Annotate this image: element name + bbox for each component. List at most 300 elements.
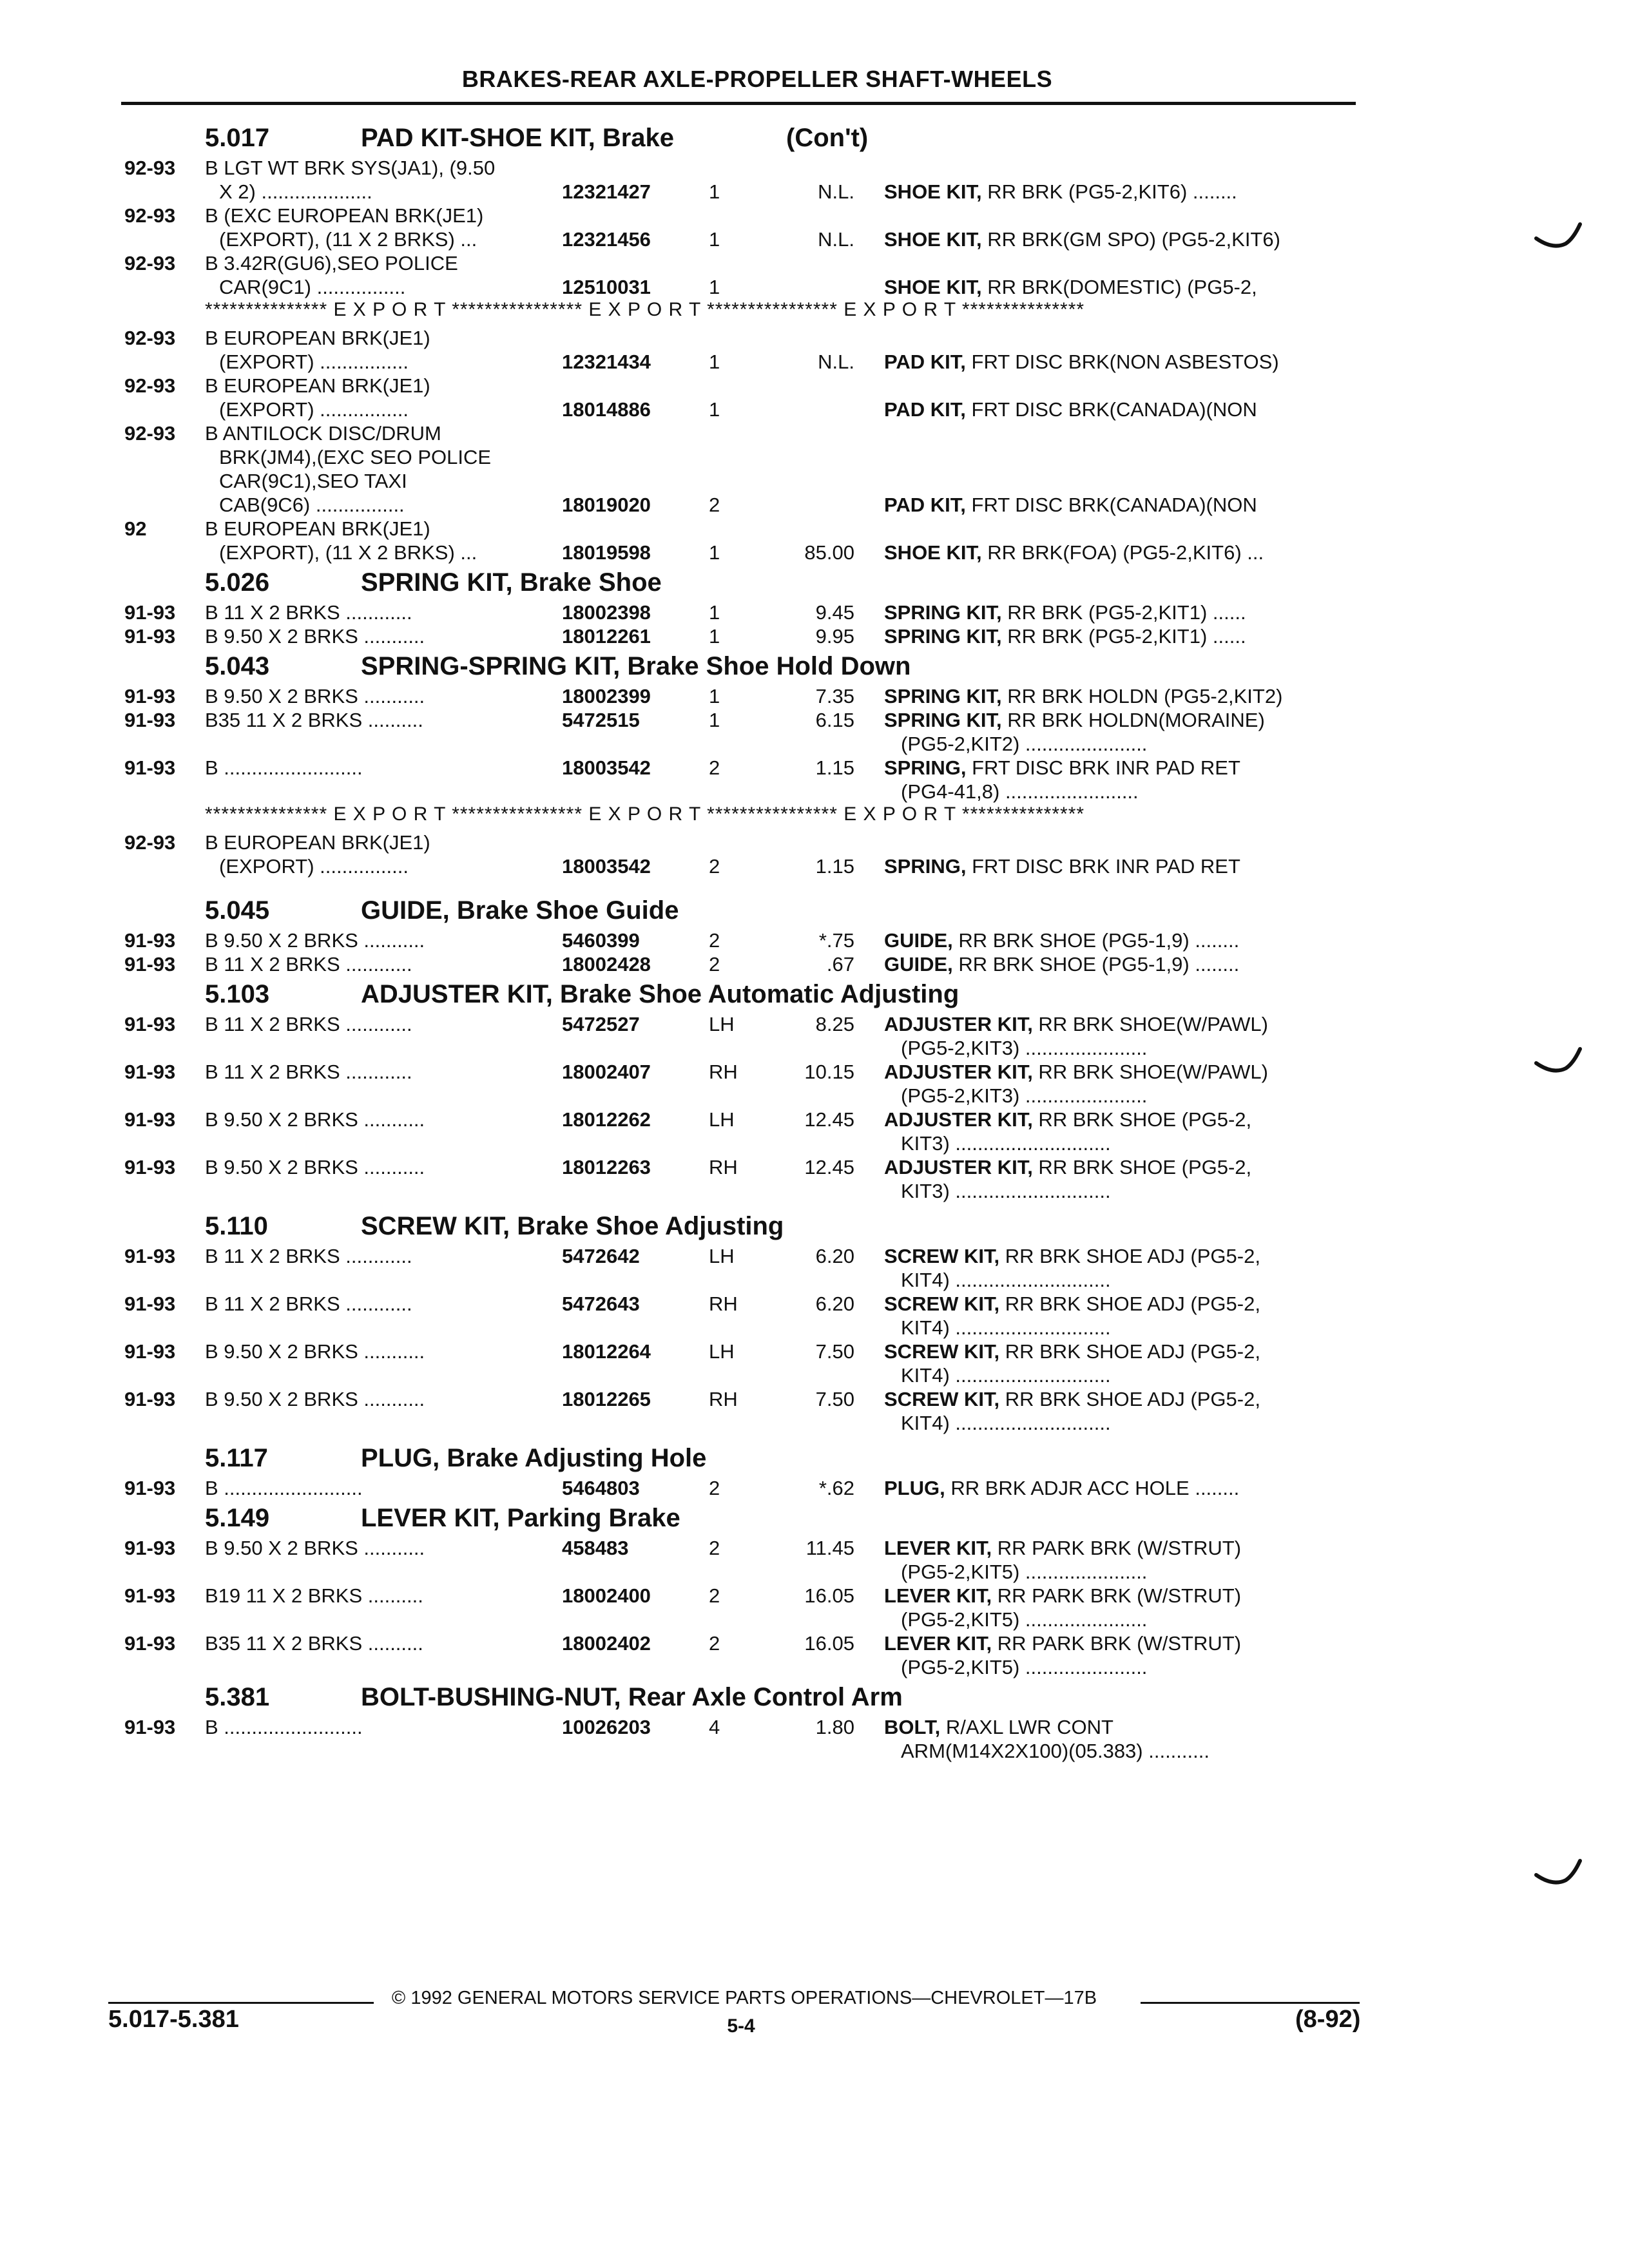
section-heading (0, 648, 1629, 684)
entry-line (0, 1739, 1629, 1763)
description-keyword: SHOE KIT, (884, 180, 982, 203)
part-description (884, 1012, 1348, 1036)
part-description (884, 1268, 1365, 1292)
part-number: 18002402 (562, 1632, 651, 1655)
quantity: 1 (709, 351, 720, 373)
description-text: (PG4-41,8) ........................ (901, 780, 1139, 803)
part-entry (0, 1012, 1629, 1060)
description-text: KIT3) ............................ (901, 1132, 1111, 1155)
price: 1.80 (815, 1716, 854, 1738)
part-description (884, 1631, 1348, 1655)
section-name: GUIDE, Brake Shoe Guide (361, 896, 679, 925)
description-text: RR BRK HOLDN (PG5-2,KIT2) (1001, 685, 1283, 707)
price: .67 (826, 953, 854, 975)
entry-line (0, 1012, 1629, 1036)
description-keyword: PAD KIT, (884, 494, 966, 516)
application-text: B EUROPEAN BRK(JE1) (205, 517, 430, 540)
model-years: 92-93 (124, 831, 176, 854)
description-text: RR BRK SHOE (PG5-2, (1032, 1156, 1252, 1178)
entry-line (0, 1387, 1629, 1411)
part-entry (0, 517, 1629, 564)
entry-line (0, 1584, 1629, 1608)
part-number: 18019598 (562, 541, 651, 564)
description-keyword: SHOE KIT, (884, 228, 982, 251)
entry-line (0, 1036, 1629, 1060)
description-text: RR BRK(GM SPO) (PG5-2,KIT6) (981, 228, 1280, 251)
part-description (884, 1131, 1365, 1155)
price: 11.45 (805, 1537, 854, 1559)
price: 85.00 (804, 541, 854, 564)
model-years: 91-93 (124, 1632, 176, 1655)
spacer (0, 878, 1629, 892)
section-name: PAD KIT-SHOE KIT, Brake (361, 124, 675, 152)
entry-line (0, 601, 1629, 624)
model-years: 91-93 (124, 625, 176, 648)
price: *.62 (818, 1477, 854, 1499)
part-description (884, 350, 1348, 374)
description-text: KIT4) ............................ (901, 1269, 1111, 1291)
entry-line (0, 541, 1629, 564)
quantity: RH (709, 1156, 738, 1178)
model-years: 92-93 (124, 157, 176, 179)
part-entry (0, 326, 1629, 374)
quantity: 2 (709, 1537, 720, 1559)
section-number: 5.043 (205, 652, 270, 680)
entry-line (0, 1108, 1629, 1131)
part-description (884, 732, 1365, 756)
application-text: B EUROPEAN BRK(JE1) (205, 327, 430, 349)
part-entry (0, 708, 1629, 756)
part-entry (0, 421, 1629, 517)
price: 12.45 (804, 1108, 854, 1131)
part-entry (0, 1155, 1629, 1203)
part-description (884, 1584, 1348, 1608)
part-number: 18012264 (562, 1340, 651, 1363)
quantity: LH (709, 1340, 735, 1363)
description-text: RR BRK (PG5-2,KIT1) ...... (1001, 625, 1246, 648)
entry-line (0, 732, 1629, 756)
model-years: 91-93 (124, 601, 176, 624)
part-number: 18002407 (562, 1061, 651, 1083)
price: *.75 (818, 929, 854, 952)
application-text: B19 11 X 2 BRKS .......... (205, 1584, 423, 1607)
application-text: B EUROPEAN BRK(JE1) (205, 831, 430, 854)
price: N.L. (818, 351, 854, 373)
part-description (884, 1292, 1348, 1316)
quantity: 2 (709, 1584, 720, 1607)
part-description (884, 1387, 1348, 1411)
part-description (884, 1739, 1365, 1763)
section-number: 5.026 (205, 568, 270, 597)
quantity: 1 (709, 625, 720, 648)
model-years: 91-93 (124, 685, 176, 707)
part-description (884, 1084, 1365, 1108)
application-text: CAB(9C6) ................ (219, 494, 405, 516)
entry-line (0, 1131, 1629, 1155)
description-text: RR PARK BRK (W/STRUT) (992, 1632, 1242, 1655)
description-text: FRT DISC BRK INR PAD RET (966, 756, 1240, 779)
part-number: 12321456 (562, 228, 651, 251)
application-text: CAR(9C1) ................ (219, 276, 406, 298)
part-entry (0, 156, 1629, 204)
description-text: RR BRK(FOA) (PG5-2,KIT6) ... (981, 541, 1264, 564)
part-entry (0, 1060, 1629, 1108)
quantity: 2 (709, 929, 720, 952)
description-keyword: PLUG, (884, 1477, 945, 1499)
description-text: (PG5-2,KIT3) ...................... (901, 1084, 1148, 1107)
entry-line (0, 469, 1629, 493)
application-text: B 9.50 X 2 BRKS ........... (205, 1108, 425, 1131)
description-keyword: LEVER KIT, (884, 1632, 992, 1655)
part-description (884, 1715, 1348, 1739)
part-entry (0, 204, 1629, 251)
description-text: ARM(M14X2X100)(05.383) ........... (901, 1740, 1210, 1762)
part-number: 12321434 (562, 351, 651, 373)
part-number: 18012262 (562, 1108, 651, 1131)
application-text: B 9.50 X 2 BRKS ........... (205, 1156, 425, 1178)
application-text: B 9.50 X 2 BRKS ........... (205, 1340, 425, 1363)
part-description (884, 756, 1348, 780)
entry-line (0, 275, 1629, 299)
part-number: 18012265 (562, 1388, 651, 1410)
model-years: 91-93 (124, 1584, 176, 1607)
part-entry (0, 624, 1629, 648)
description-text: RR BRK SHOE (PG5-1,9) ........ (952, 929, 1240, 952)
part-entry (0, 928, 1629, 952)
application-text: (EXPORT), (11 X 2 BRKS) ... (219, 541, 477, 564)
entry-line (0, 756, 1629, 780)
part-description (884, 624, 1348, 648)
entry-line (0, 350, 1629, 374)
entry-line (0, 1268, 1629, 1292)
entry-line (0, 493, 1629, 517)
entry-line (0, 517, 1629, 541)
part-description (884, 180, 1348, 204)
quantity: 4 (709, 1716, 720, 1738)
application-text: B 9.50 X 2 BRKS ........... (205, 929, 425, 952)
quantity: 1 (709, 180, 720, 203)
price: 12.45 (804, 1156, 854, 1178)
spacer (0, 1203, 1629, 1208)
description-keyword: SCREW KIT, (884, 1388, 1000, 1410)
section-number: 5.381 (205, 1683, 270, 1711)
section-name: PLUG, Brake Adjusting Hole (361, 1444, 707, 1472)
description-text: RR PARK BRK (W/STRUT) (992, 1537, 1242, 1559)
entry-line (0, 1536, 1629, 1560)
quantity: 2 (709, 1477, 720, 1499)
application-text: B 9.50 X 2 BRKS ........... (205, 1388, 425, 1410)
description-keyword: SPRING KIT, (884, 709, 1002, 731)
part-entry (0, 1340, 1629, 1387)
part-description (884, 1316, 1365, 1340)
section-heading (0, 976, 1629, 1012)
model-years: 91-93 (124, 756, 176, 779)
description-text: FRT DISC BRK(NON ASBESTOS) (965, 351, 1279, 373)
application-text: B 11 X 2 BRKS ............ (205, 953, 412, 975)
part-number: 5472515 (562, 709, 640, 731)
section-number: 5.149 (205, 1504, 270, 1532)
price: 10.15 (804, 1061, 854, 1083)
part-number: 18002399 (562, 685, 651, 707)
model-years: 91-93 (124, 1061, 176, 1083)
part-description (884, 493, 1348, 517)
description-keyword: SCREW KIT, (884, 1293, 1000, 1315)
part-description (884, 1476, 1348, 1500)
entry-line (0, 1340, 1629, 1363)
section-heading (0, 1208, 1629, 1244)
description-text: RR BRK(DOMESTIC) (PG5-2, (981, 276, 1257, 298)
part-entry (0, 1715, 1629, 1763)
price: 6.20 (815, 1293, 854, 1315)
check-mark-icon (1534, 1044, 1585, 1082)
section-continued: (Con't) (786, 124, 869, 152)
part-number: 5464803 (562, 1477, 640, 1499)
quantity: 1 (709, 601, 720, 624)
section-name: SPRING-SPRING KIT, Brake Shoe Hold Down (361, 652, 911, 680)
spacer (0, 1435, 1629, 1440)
entry-line (0, 624, 1629, 648)
application-text: B LGT WT BRK SYS(JA1), (9.50 (205, 157, 496, 179)
part-number: 10026203 (562, 1716, 651, 1738)
part-description (884, 1108, 1348, 1131)
description-text: RR BRK SHOE ADJ (PG5-2, (999, 1245, 1260, 1267)
description-keyword: PAD KIT, (884, 398, 966, 421)
footer-copyright: © 1992 GENERAL MOTORS SERVICE PARTS OPERATIONS—CHEVROLET—17B (391, 1988, 1097, 2008)
description-text: RR BRK SHOE ADJ (PG5-2, (999, 1388, 1260, 1410)
entry-line (0, 1179, 1629, 1203)
model-years: 91-93 (124, 1245, 176, 1267)
entry-line (0, 1608, 1629, 1631)
entry-line (0, 1715, 1629, 1739)
part-description (884, 541, 1348, 564)
description-text: RR BRK SHOE(W/PAWL) (1032, 1013, 1268, 1035)
entry-line (0, 952, 1629, 976)
application-text: B 9.50 X 2 BRKS ........... (205, 685, 425, 707)
part-entry (0, 1244, 1629, 1292)
entry-line (0, 1411, 1629, 1435)
application-text: (EXPORT) ................ (219, 855, 409, 878)
parts-listing (0, 120, 1629, 1763)
description-keyword: ADJUSTER KIT, (884, 1156, 1033, 1178)
entry-line (0, 1560, 1629, 1584)
footer-rule-left-long (108, 2002, 366, 2004)
page-header-title: BRAKES-REAR AXLE-PROPELLER SHAFT-WHEELS (461, 66, 1053, 92)
entry-line (0, 1655, 1629, 1679)
part-number: 18002398 (562, 601, 651, 624)
export-divider (0, 803, 1629, 831)
application-text: B 11 X 2 BRKS ............ (205, 1293, 412, 1315)
price: 9.95 (815, 625, 854, 648)
part-number: 18012263 (562, 1156, 651, 1178)
entry-line (0, 1244, 1629, 1268)
part-entry (0, 601, 1629, 624)
model-years: 92-93 (124, 204, 176, 227)
application-text: B 11 X 2 BRKS ............ (205, 1061, 412, 1083)
price: 16.05 (804, 1584, 854, 1607)
description-text: RR BRK (PG5-2,KIT1) ...... (1001, 601, 1246, 624)
price: N.L. (818, 228, 854, 251)
description-text: RR BRK ADJR ACC HOLE ........ (945, 1477, 1240, 1499)
quantity: 2 (709, 494, 720, 516)
application-text: BRK(JM4),(EXC SEO POLICE (219, 446, 492, 468)
part-description (884, 1536, 1348, 1560)
part-entry (0, 1292, 1629, 1340)
model-years: 91-93 (124, 709, 176, 731)
application-text: (EXPORT), (11 X 2 BRKS) ... (219, 228, 477, 251)
application-text: B ANTILOCK DISC/DRUM (205, 422, 441, 445)
section-name: BOLT-BUSHING-NUT, Rear Axle Control Arm (361, 1683, 903, 1711)
description-keyword: PAD KIT, (884, 351, 966, 373)
description-keyword: GUIDE, (884, 953, 953, 975)
description-keyword: ADJUSTER KIT, (884, 1108, 1033, 1131)
quantity: RH (709, 1061, 738, 1083)
part-description (884, 1155, 1348, 1179)
part-description (884, 1179, 1365, 1203)
part-description (884, 708, 1348, 732)
entry-line (0, 708, 1629, 732)
part-entry (0, 1584, 1629, 1631)
description-text: RR BRK SHOE (PG5-1,9) ........ (952, 953, 1240, 975)
model-years: 91-93 (124, 1013, 176, 1035)
part-description (884, 854, 1348, 878)
price: 7.35 (815, 685, 854, 707)
part-number: 5460399 (562, 929, 640, 952)
part-description (884, 1560, 1365, 1584)
entry-line (0, 780, 1629, 803)
quantity: LH (709, 1108, 735, 1131)
part-number: 18003542 (562, 855, 651, 878)
quantity: 2 (709, 953, 720, 975)
model-years: 91-93 (124, 1537, 176, 1559)
model-years: 92-93 (124, 422, 176, 445)
quantity: 1 (709, 685, 720, 707)
model-years: 91-93 (124, 929, 176, 952)
part-description (884, 1060, 1348, 1084)
model-years: 91-93 (124, 1108, 176, 1131)
part-entry (0, 756, 1629, 803)
model-years: 92-93 (124, 374, 176, 397)
entry-line (0, 1060, 1629, 1084)
description-text: FRT DISC BRK INR PAD RET (966, 855, 1240, 878)
description-text: RR BRK SHOE ADJ (PG5-2, (999, 1340, 1260, 1363)
application-text: (EXPORT) ................ (219, 351, 409, 373)
section-name: ADJUSTER KIT, Brake Shoe Automatic Adjusting (361, 980, 959, 1008)
footer-date: (8-92) (1295, 2006, 1361, 2033)
description-text: RR BRK SHOE (PG5-2, (1032, 1108, 1252, 1131)
application-text: B ......................... (205, 1477, 363, 1499)
entry-line (0, 1476, 1629, 1500)
entry-line (0, 251, 1629, 275)
part-description (884, 227, 1348, 251)
price: 9.45 (815, 601, 854, 624)
export-divider (0, 299, 1629, 326)
part-number: 18002400 (562, 1584, 651, 1607)
price: 7.50 (815, 1388, 854, 1410)
description-keyword: SHOE KIT, (884, 276, 982, 298)
section-heading (0, 564, 1629, 601)
quantity: 1 (709, 541, 720, 564)
application-text: B 11 X 2 BRKS ............ (205, 1245, 412, 1267)
price: 6.20 (815, 1245, 854, 1267)
part-entry (0, 1476, 1629, 1500)
section-number: 5.110 (205, 1212, 268, 1240)
section-name: SPRING KIT, Brake Shoe (361, 568, 662, 597)
application-text: B ......................... (205, 756, 363, 779)
description-keyword: BOLT, (884, 1716, 941, 1738)
entry-line (0, 204, 1629, 227)
part-entry (0, 831, 1629, 878)
part-number: 18003542 (562, 756, 651, 779)
entry-line (0, 1363, 1629, 1387)
part-description (884, 275, 1348, 299)
price: N.L. (818, 180, 854, 203)
part-description (884, 398, 1348, 421)
price: 16.05 (804, 1632, 854, 1655)
entry-line (0, 1292, 1629, 1316)
entry-line (0, 421, 1629, 445)
price: 1.15 (815, 855, 854, 878)
entry-line (0, 1084, 1629, 1108)
application-text: B 9.50 X 2 BRKS ........... (205, 625, 425, 648)
part-number: 18014886 (562, 398, 651, 421)
entry-line (0, 326, 1629, 350)
description-text: KIT4) ............................ (901, 1364, 1111, 1387)
quantity: 2 (709, 1632, 720, 1655)
entry-line (0, 227, 1629, 251)
description-text: (PG5-2,KIT3) ...................... (901, 1037, 1148, 1059)
description-keyword: SPRING KIT, (884, 625, 1002, 648)
application-text: (EXPORT) ................ (219, 398, 409, 421)
part-description (884, 601, 1348, 624)
header-rule (121, 102, 1356, 105)
section-name: SCREW KIT, Brake Shoe Adjusting (361, 1212, 784, 1240)
description-keyword: SPRING, (884, 855, 967, 878)
part-number: 12321427 (562, 180, 651, 203)
description-text: FRT DISC BRK(CANADA)(NON (965, 398, 1257, 421)
part-entry (0, 684, 1629, 708)
application-text: B 9.50 X 2 BRKS ........... (205, 1537, 425, 1559)
model-years: 91-93 (124, 1388, 176, 1410)
price: 8.25 (815, 1013, 854, 1035)
application-text: B 11 X 2 BRKS ............ (205, 601, 412, 624)
part-description (884, 928, 1348, 952)
description-text: KIT3) ............................ (901, 1180, 1111, 1202)
application-text: B 3.42R(GU6),SEO POLICE (205, 252, 458, 274)
price: 1.15 (815, 756, 854, 779)
part-number: 5472643 (562, 1293, 640, 1315)
entry-line (0, 398, 1629, 421)
description-text: RR PARK BRK (W/STRUT) (992, 1584, 1242, 1607)
quantity: 1 (709, 709, 720, 731)
quantity: 2 (709, 756, 720, 779)
part-description (884, 1036, 1365, 1060)
description-keyword: GUIDE, (884, 929, 953, 952)
part-entry (0, 374, 1629, 421)
section-number: 5.117 (205, 1444, 268, 1472)
application-text: B35 11 X 2 BRKS .......... (205, 1632, 423, 1655)
model-years: 92 (124, 517, 147, 540)
entry-line (0, 928, 1629, 952)
part-description (884, 1411, 1365, 1435)
part-description (884, 1363, 1365, 1387)
entry-line (0, 1155, 1629, 1179)
section-number: 5.103 (205, 980, 270, 1008)
model-years: 91-93 (124, 1293, 176, 1315)
part-number: 18019020 (562, 494, 651, 516)
part-description (884, 952, 1348, 976)
part-number: 5472642 (562, 1245, 640, 1267)
application-text: B35 11 X 2 BRKS .......... (205, 709, 423, 731)
